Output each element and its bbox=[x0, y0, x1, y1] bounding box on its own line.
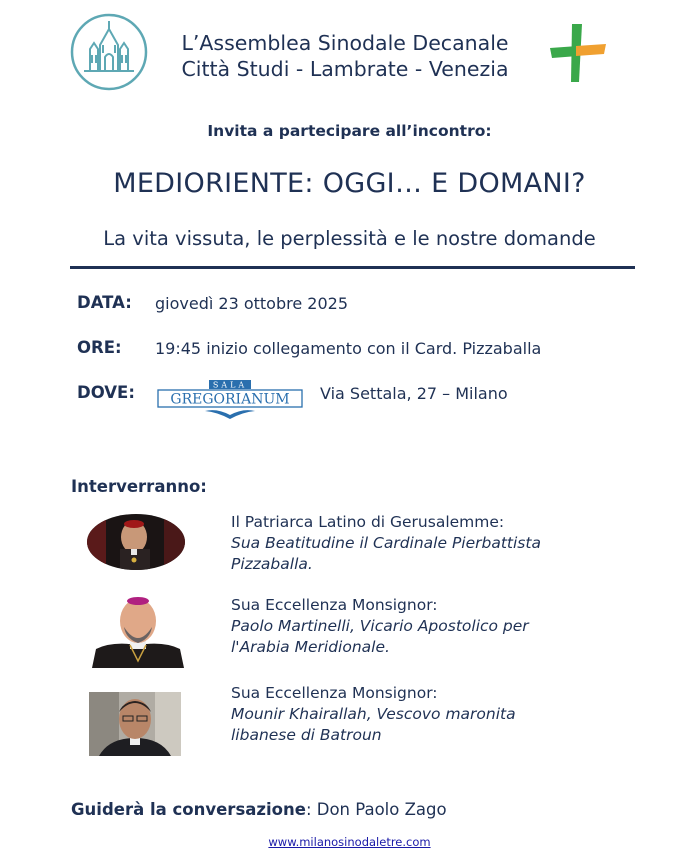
date-label: DATA: bbox=[77, 293, 132, 312]
sala-gregorianum-logo bbox=[157, 378, 303, 420]
cross-logo-icon bbox=[548, 22, 608, 84]
invitation-text: Invita a partecipare all’incontro: bbox=[207, 122, 492, 140]
speaker-1-photo bbox=[86, 513, 186, 571]
organizer-name: L’Assemblea Sinodale Decanale bbox=[181, 31, 509, 55]
moderator-name: Don Paolo Zago bbox=[311, 800, 447, 819]
speakers-label: Interverranno: bbox=[71, 477, 207, 496]
event-subtitle: La vita vissuta, le perplessità e le nostre domande bbox=[103, 227, 596, 250]
event-title: MEDIORIENTE: OGGI… E DOMANI? bbox=[113, 168, 586, 199]
speaker-2-name-cont: l'Arabia Meridionale. bbox=[231, 638, 390, 656]
date-value: giovedì 23 ottobre 2025 bbox=[155, 294, 348, 313]
website-link[interactable]: www.milanosinodaletre.com bbox=[268, 835, 431, 849]
speaker-3-name: Mounir Khairallah, Vescovo maronita bbox=[231, 705, 516, 723]
speaker-2-photo bbox=[92, 591, 184, 668]
speaker-1-name: Sua Beatitudine il Cardinale Pierbattista bbox=[231, 534, 541, 552]
organizer-heading bbox=[160, 30, 530, 82]
cathedral-logo-icon bbox=[70, 13, 148, 91]
place-label: DOVE: bbox=[77, 383, 135, 402]
time-label: ORE: bbox=[77, 338, 122, 357]
venue-logo-top-text: SALA bbox=[212, 380, 248, 390]
speaker-1 bbox=[231, 512, 631, 575]
speaker-3-name-cont: libanese di Batroun bbox=[231, 726, 382, 744]
speaker-2-name: Paolo Martinelli, Vicario Apostolico per bbox=[231, 617, 529, 635]
moderator-label: Guiderà la conversazione bbox=[71, 800, 306, 819]
speaker-3-role: Sua Eccellenza Monsignor: bbox=[231, 684, 438, 702]
moderator-line bbox=[71, 800, 447, 819]
website bbox=[0, 835, 699, 849]
speaker-2 bbox=[231, 595, 631, 658]
speaker-2-role: Sua Eccellenza Monsignor: bbox=[231, 596, 438, 614]
time-value: 19:45 inizio collegamento con il Card. Pizzaballa bbox=[155, 339, 542, 358]
speaker-1-role: Il Patriarca Latino di Gerusalemme: bbox=[231, 513, 505, 531]
moderator-colon: : bbox=[305, 800, 312, 819]
organizer-area: Città Studi - Lambrate - Venezia bbox=[181, 57, 509, 81]
speaker-3 bbox=[231, 683, 631, 746]
venue-logo-name: GREGORIANUM bbox=[170, 391, 290, 408]
divider bbox=[70, 266, 635, 269]
speaker-3-photo bbox=[89, 692, 181, 756]
speaker-1-name-cont: Pizzaballa. bbox=[231, 555, 313, 573]
place-value: Via Settala, 27 – Milano bbox=[320, 384, 508, 403]
